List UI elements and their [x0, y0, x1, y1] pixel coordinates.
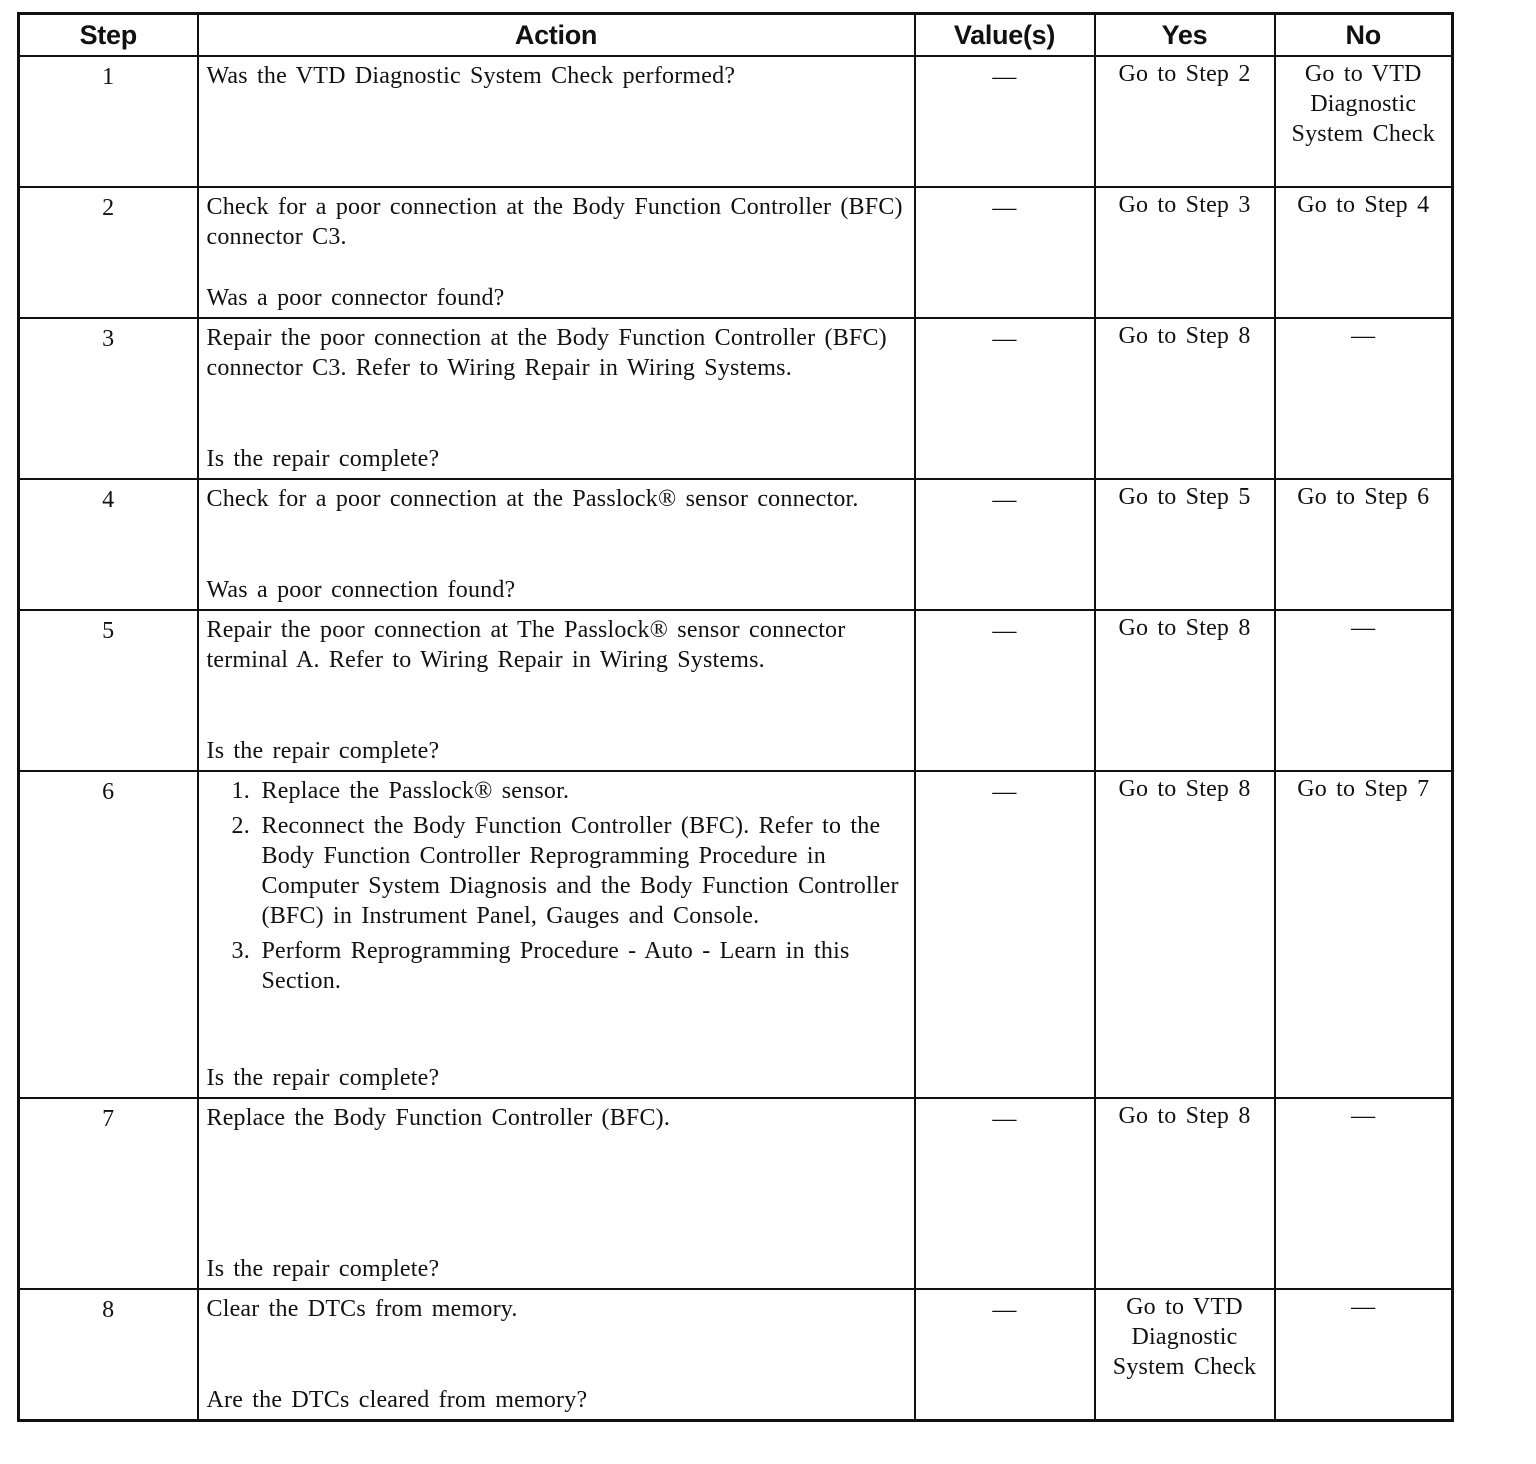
value-cell: —: [915, 187, 1095, 318]
step-number: 1: [19, 56, 198, 187]
value-cell: —: [915, 56, 1095, 187]
list-item-text: Perform Reprogramming Procedure - Auto - Learn in this Section.: [261, 938, 850, 994]
yes-result: Go to Step 8: [1095, 610, 1275, 771]
no-result: —: [1275, 1289, 1453, 1421]
list-item-number: 2.: [231, 813, 250, 839]
no-result: Go to Step 7: [1275, 771, 1453, 1098]
action-cell: [198, 187, 915, 318]
action-content: [207, 776, 906, 1093]
action-instructions: [207, 615, 906, 675]
yes-result: Go to Step 8: [1095, 771, 1275, 1098]
value-cell: —: [915, 1289, 1095, 1421]
step-number: 4: [19, 479, 198, 610]
header-row: [19, 14, 1453, 57]
action-instructions: [207, 61, 906, 91]
yes-result: Go to VTD Diagnostic System Check: [1095, 1289, 1275, 1421]
no-result: —: [1275, 318, 1453, 479]
action-cell: [198, 1289, 915, 1421]
step-number: 2: [19, 187, 198, 318]
action-cell: [198, 56, 915, 187]
action-content: [207, 61, 906, 182]
action-text: Replace the Body Function Controller (BFC).: [206, 1105, 671, 1131]
yes-result: Go to Step 2: [1095, 56, 1275, 187]
action-content: [207, 323, 906, 474]
yes-result: Go to Step 5: [1095, 479, 1275, 610]
list-item-text: Reconnect the Body Function Controller (BFC). Refer to the Body Function Controller Reprogramming Procedure in Computer System Diagnosis and the Body Function Controller (BFC) in Instrument Panel, Gauges and Console.: [261, 813, 899, 929]
table-body: [19, 56, 1453, 1421]
action-instructions: [207, 192, 906, 252]
list-item-number: 3.: [231, 938, 250, 964]
procedure-list: [207, 776, 906, 996]
action-cell: [198, 318, 915, 479]
action-question: Is the repair complete?: [206, 738, 440, 764]
action-cell: [198, 771, 915, 1098]
action-question: Was a poor connection found?: [206, 577, 516, 603]
no-result: —: [1275, 610, 1453, 771]
no-result: —: [1275, 1098, 1453, 1289]
action-text: Check for a poor connection at the Body Function Controller (BFC) connector C3.: [206, 194, 903, 250]
action-cell: [198, 1098, 915, 1289]
step-number: 8: [19, 1289, 198, 1421]
step-number: 6: [19, 771, 198, 1098]
action-question: Is the repair complete?: [206, 1256, 440, 1282]
step-number: 3: [19, 318, 198, 479]
action-text: Repair the poor connection at the Body Function Controller (BFC) connector C3. Refer to Wiring Repair in Wiring Systems.: [206, 325, 887, 381]
action-question: Is the repair complete?: [206, 1065, 440, 1091]
action-question: Are the DTCs cleared from memory?: [206, 1387, 588, 1413]
table-row: [19, 56, 1453, 187]
value-cell: —: [915, 318, 1095, 479]
action-text: Clear the DTCs from memory.: [206, 1296, 518, 1322]
action-cell: [198, 479, 915, 610]
table-row: [19, 1289, 1453, 1421]
table-row: [19, 1098, 1453, 1289]
action-text: Check for a poor connection at the Passlock® sensor connector.: [206, 486, 859, 512]
action-text: Was the VTD Diagnostic System Check performed?: [206, 63, 736, 89]
header-values: Value(s): [915, 14, 1095, 57]
value-cell: —: [915, 610, 1095, 771]
action-question: Was a poor connector found?: [206, 285, 505, 311]
action-content: [207, 1294, 906, 1415]
action-cell: [198, 610, 915, 771]
yes-result: Go to Step 8: [1095, 318, 1275, 479]
table-row: [19, 771, 1453, 1098]
action-text: Repair the poor connection at The Passlock® sensor connector terminal A. Refer to Wiring Repair in Wiring Systems.: [206, 617, 846, 673]
action-instructions: [207, 1103, 906, 1133]
action-instructions: [207, 323, 906, 383]
list-item: [231, 811, 906, 931]
action-instructions: [207, 1294, 906, 1324]
table-row: [19, 610, 1453, 771]
table-row: [19, 187, 1453, 318]
value-cell: —: [915, 1098, 1095, 1289]
list-item: [231, 776, 906, 806]
no-result: Go to VTD Diagnostic System Check: [1275, 56, 1453, 187]
value-cell: —: [915, 479, 1095, 610]
value-cell: —: [915, 771, 1095, 1098]
yes-result: Go to Step 8: [1095, 1098, 1275, 1289]
action-instructions: [207, 484, 906, 514]
action-instructions: [207, 776, 906, 1001]
list-item-text: Replace the Passlock® sensor.: [261, 778, 570, 804]
action-question: Is the repair complete?: [206, 446, 440, 472]
header-step: Step: [19, 14, 198, 57]
yes-result: Go to Step 3: [1095, 187, 1275, 318]
action-content: [207, 615, 906, 766]
step-number: 5: [19, 610, 198, 771]
table-row: [19, 318, 1453, 479]
no-result: Go to Step 6: [1275, 479, 1453, 610]
table-row: [19, 479, 1453, 610]
header-action: Action: [198, 14, 915, 57]
action-content: [207, 484, 906, 605]
no-result: Go to Step 4: [1275, 187, 1453, 318]
list-item-number: 1.: [231, 778, 250, 804]
diagnostic-table: [17, 12, 1454, 1422]
header-no: No: [1275, 14, 1453, 57]
list-item: [231, 936, 906, 996]
action-content: [207, 192, 906, 313]
header-yes: Yes: [1095, 14, 1275, 57]
action-content: [207, 1103, 906, 1284]
step-number: 7: [19, 1098, 198, 1289]
